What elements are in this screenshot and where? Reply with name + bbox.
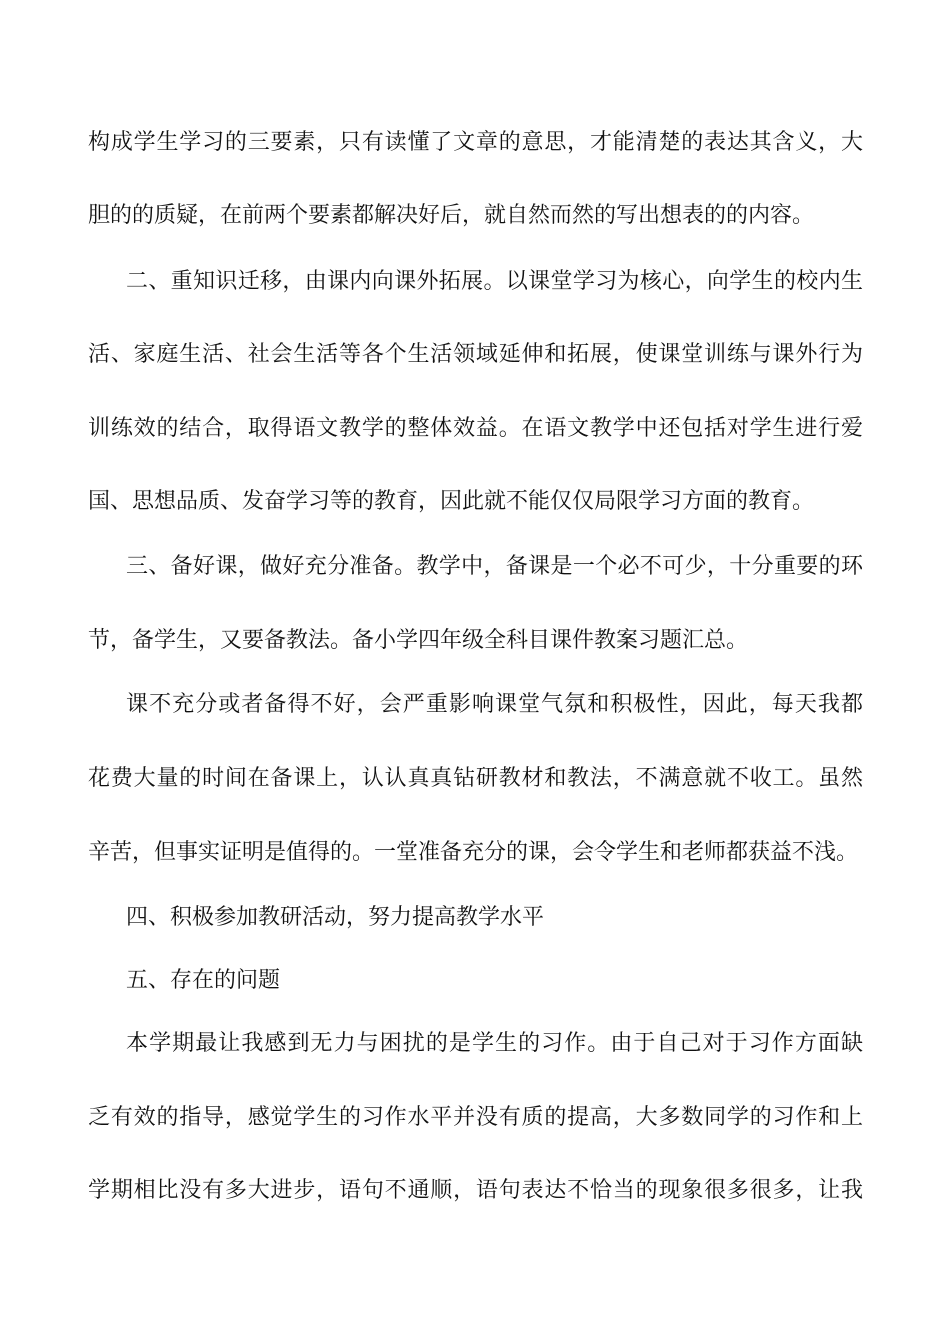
paragraph-4-line-1: 课不充分或者备得不好，会严重影响课堂气氛和积极性，因此，每天我都 bbox=[126, 692, 863, 717]
paragraph-2-line-1: 二、重知识迁移，由课内向课外拓展。以课堂学习为核心，向学生的校内生 bbox=[126, 269, 863, 294]
section-heading-4: 四、积极参加教研活动，努力提高教学水平 bbox=[126, 905, 545, 930]
paragraph-1-line-2: 胆的的质疑，在前两个要素都解决好后，就自然而然的写出想表的的内容。 bbox=[88, 203, 815, 228]
paragraph-5-line-1: 本学期最让我感到无力与困扰的是学生的习作。由于自己对于习作方面缺 bbox=[126, 1031, 863, 1056]
section-heading-5: 五、存在的问题 bbox=[126, 968, 281, 993]
paragraph-2-line-2: 活、家庭生活、社会生活等各个生活领域延伸和拓展，使课堂训练与课外行为 bbox=[88, 342, 863, 367]
paragraph-2-line-4: 国、思想品质、发奋学习等的教育，因此就不能仅仅局限学习方面的教育。 bbox=[88, 489, 815, 514]
paragraph-2-line-3: 训练效的结合，取得语文教学的整体效益。在语文教学中还包括对学生进行爱 bbox=[88, 416, 863, 441]
paragraph-3-line-1: 三、备好课，做好充分准备。教学中，备课是一个必不可少，十分重要的环 bbox=[126, 554, 863, 579]
paragraph-3-line-2: 节，备学生，又要备教法。备小学四年级全科目课件教案习题汇总。 bbox=[88, 628, 749, 653]
paragraph-1-line-1: 构成学生学习的三要素，只有读懂了文章的意思，才能清楚的表达其含义，大 bbox=[88, 130, 863, 155]
paragraph-4-line-3: 辛苦，但事实证明是值得的。一堂准备充分的课，会令学生和老师都获益不浅。 bbox=[88, 840, 859, 865]
paragraph-5-line-3: 学期相比没有多大进步，语句不通顺，语句表达不恰当的现象很多很多，让我 bbox=[88, 1178, 863, 1203]
paragraph-4-line-2: 花费大量的时间在备课上，认认真真钻研教材和教法，不满意就不收工。虽然 bbox=[88, 766, 863, 791]
paragraph-5-line-2: 乏有效的指导，感觉学生的习作水平并没有质的提高，大多数同学的习作和上 bbox=[88, 1105, 863, 1130]
